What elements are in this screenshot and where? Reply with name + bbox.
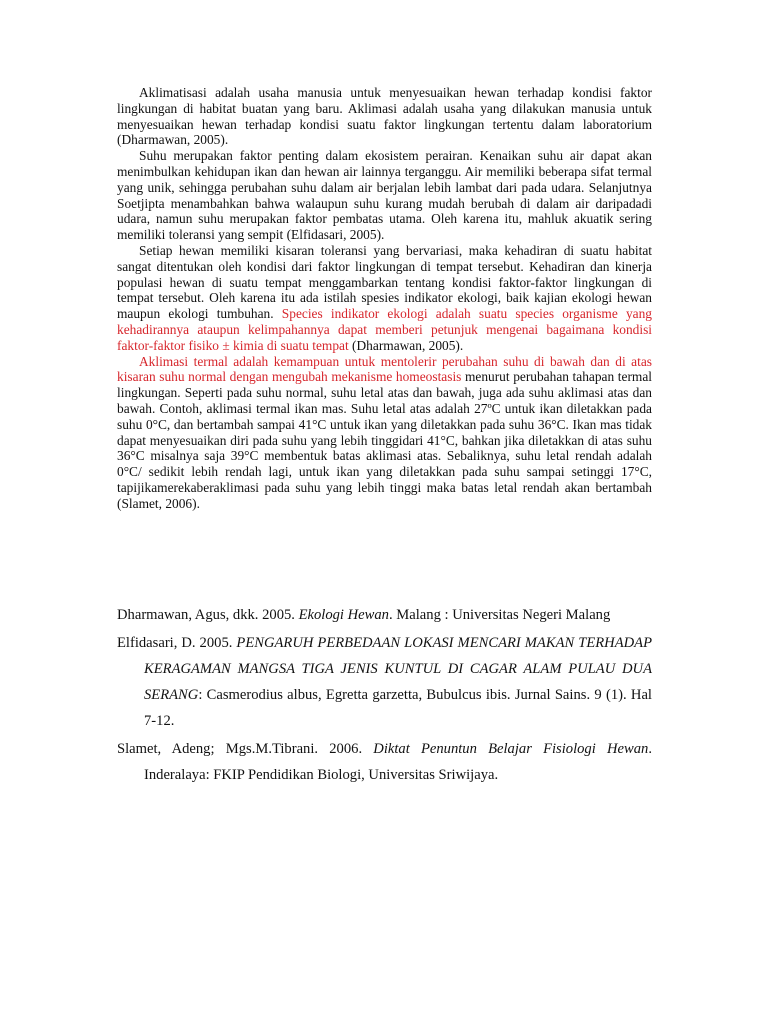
reference-text: . Malang : Universitas Negeri Malang [388, 607, 611, 623]
reference-title: Diktat Penuntun Belajar Fisiologi Hewan [373, 741, 649, 757]
reference-dharmawan [117, 602, 652, 628]
paragraph-aklimasi-termal [117, 354, 652, 512]
reference-text: Dharmawan, Agus, dkk. 2005. [117, 607, 299, 623]
highlighted-text-run: Aklimasi termal adalah kemampuan untuk mentolerir perubahan suhu di bawah dan di atas kisaran suhu normal dengan mengubah mekanisme homeostasis [117, 353, 652, 385]
highlighted-text-run: Species indikator ekologi adalah suatu species organisme yang kehadirannya ataupun kelimpahannya dapat memberi petunjuk mengenai bagaimana kondisi faktor-faktor fisiko ± kimia di suatu tempat [117, 306, 652, 353]
reference-list [117, 602, 652, 790]
reference-text: . Inderalaya: FKIP Pendidikan Biologi, Universitas Sriwijaya. [144, 741, 652, 783]
reference-title: Ekologi Hewan [298, 607, 389, 623]
reference-text: Elfidasari, D. 2005. [117, 635, 237, 651]
text-run: (Dharmawan, 2005). [348, 337, 464, 353]
body-text [117, 85, 652, 512]
text-run: Setiap hewan memiliki kisaran toleransi yang bervariasi, maka kehadiran di suatu habitat sangat ditentukan oleh kondisi dari faktor lingkungan di tempat tersebut. Kehadiran dan kinerja populasi hewan di suatu tempat menggambarkan tentang kondisi faktor-faktor lingkungan di tempat tersebut. Oleh karena itu ada istilah spesies indikator ekologi, baik kajian ekologi hewan maupun ekologi tumbuhan. [117, 242, 652, 322]
paragraph-suhu [117, 148, 652, 243]
reference-text: Slamet, Adeng; Mgs.M.Tibrani. 2006. [117, 741, 374, 757]
reference-elfidasari [117, 630, 652, 734]
text-run: Aklimatisasi adalah usaha manusia untuk menyesuaikan hewan terhadap kondisi faktor lingkungan di habitat buatan yang baru. Aklimasi adalah usaha yang dilakukan manusia untuk menyesuaikan hewan terhadap kondisi suatu faktor lingkungan tertentu dalam laboratorium (Dharmawan, 2005). [117, 85, 652, 148]
paragraph-toleransi [117, 243, 652, 354]
paragraph-aklimatisasi [117, 85, 652, 148]
text-run: Suhu merupakan faktor penting dalam ekosistem perairan. Kenaikan suhu air dapat akan menimbulkan kehidupan ikan dan hewan air lainnya terganggu. Air memiliki beberapa sifat termal yang unik, sehingga perubahan suhu dalam air berjalan lebih lambat dari pada udara. Selanjutnya Soetjipta menambahkan bahwa walaupun suhu kurang mudah berubah di dalam air daripadadi udara, namun suhu merupakan faktor pembatas utama. Oleh karena itu, mahluk akuatik sering memiliki toleransi yang sempit (Elfidasari, 2005). [117, 148, 652, 243]
reference-title: PENGARUH PERBEDAAN LOKASI MENCARI MAKAN TERHADAP KERAGAMAN MANGSA TIGA JENIS KUNTUL DI CAGAR ALAM PULAU DUA SERANG [144, 635, 652, 703]
text-run: menurut perubahan tahapan termal lingkungan. Seperti pada suhu normal, suhu letal atas dan bawah, juga ada suhu aklimasi atas dan bawah. Contoh, aklimasi termal ikan mas. Suhu letal atas adalah 27ºC untuk ikan diletakkan pada suhu 0°C, dan bertambah sampai 41°C untuk ikan yang diletakkan pada suhu 36°C. Ikan mas tidak dapat menyesuaikan diri pada suhu yang lebih tinggidari 41°C, bahkan jika diletakkan di atas suhu 36°C misalnya saja 39°C membentuk batas aklimasi atas. Sebaliknya, suhu letal rendah adalah 0°C/ sedikit lebih rendah lagi, untuk ikan yang diletakkan pada suhu sampai setinggi 17°C, tapijikamerekaberaklimasi pada suhu yang lebih tinggi maka batas letal rendah akan bertambah (Slamet, 2006). [117, 369, 652, 511]
reference-text: : Casmerodius albus, Egretta garzetta, Bubulcus ibis. Jurnal Sains. 9 (1). Hal 7-12. [144, 687, 652, 729]
reference-slamet [117, 736, 652, 788]
